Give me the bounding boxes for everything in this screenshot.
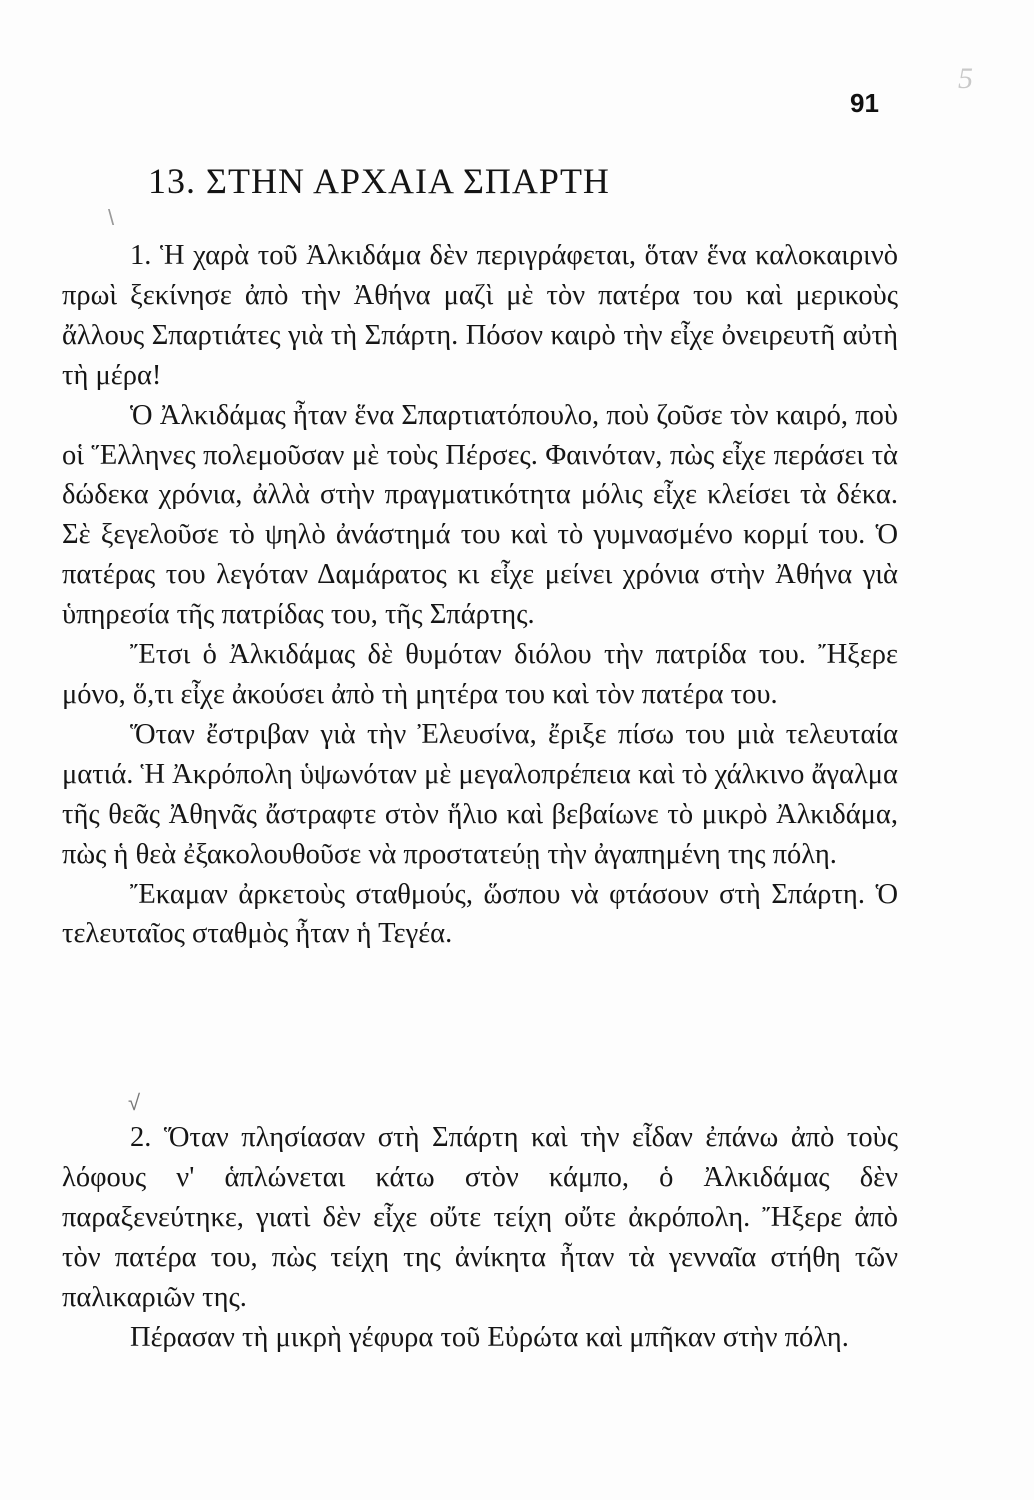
chapter-title: 13. ΣΤΗΝ ΑΡΧΑΙΑ ΣΠΑΡΤΗ: [148, 161, 610, 201]
paragraph: Ἔτσι ὁ Ἀλκιδάμας δὲ θυμόταν διόλου τὴν πατρίδα του. Ἤξερε μόνο, ὅ,τι εἶχε ἀκούσει ἀπὸ τὴ μητέρα του καὶ τὸν πατέρα του.: [62, 639, 898, 710]
pencil-check-mark: √: [128, 1090, 141, 1115]
paragraph: Πέρασαν τὴ μικρὴ γέφυρα τοῦ Εὐρώτα καὶ μπῆκαν στὴν πόλη.: [130, 1321, 849, 1353]
paragraph: 2. Ὅταν πλησίασαν στὴ Σπάρτη καὶ τὴν εἶδαν ἐπάνω ἀπὸ τοὺς λόφους ν' ἁπλώνεται κάτω στὸν κάμπο, ὁ Ἀλκιδάμας δὲν παραξενεύτηκε, γιατὶ δὲν εἶχε οὔτε τείχη οὔτε ἀκρόπολη. Ἤξερε ἀπὸ τὸν πατέρα του, πὼς τείχη της ἀνίκητα ἦταν τὰ γενναῖα στήθη τῶν παλικαριῶν της.: [62, 1122, 898, 1313]
paragraph: Ἔκαμαν ἀρκετοὺς σταθμούς, ὥσπου νὰ φτάσουν στὴ Σπάρτη. Ὁ τελευταῖος σταθμὸς ἦταν ἡ Τεγέα.: [62, 878, 898, 950]
paragraph: Ὅταν ἔστριβαν γιὰ τὴν Ἐλευσίνα, ἔριξε πίσω του μιὰ τελευταία ματιά. Ἡ Ἀκρόπολη ὑψωνόταν μὲ μεγαλοπρέπεια καὶ τὸ χάλκινο ἄγαλμα τῆς θεᾶς Ἀθηνᾶς ἄστραφτε στὸν ἥλιο καὶ βεβαίωνε τὸ μικρὸ Ἀλκιδάμα, πὼς ἡ θεὰ ἐξακολουθοῦσε νὰ προστατεύῃ τὴν ἀγαπημένη της πόλη.: [62, 718, 898, 870]
pencil-tick-mark: \: [108, 205, 115, 230]
page-number: 91: [850, 88, 879, 118]
section-1-text: [62, 236, 898, 954]
paragraph: 1. Ἡ χαρὰ τοῦ Ἀλκιδάμα δὲν περιγράφεται, ὅταν ἕνα καλοκαιρινὸ πρωὶ ξεκίνησε ἀπὸ τὴν Ἀθήνα μαζὶ μὲ τὸν πατέρα του καὶ μερικοὺς ἄλλους Σπαρτιάτες γιὰ τὴ Σπάρτη. Πόσον καιρὸ τὴν εἶχε ὀνειρευτῆ αὐτὴ τὴ μέρα!: [62, 240, 898, 391]
paragraph: Ὁ Ἀλκιδάμας ἦταν ἕνα Σπαρτιατόπουλο, ποὺ ζοῦσε τὸν καιρό, ποὺ οἱ Ἕλληνες πολεμοῦσαν μὲ τοὺς Πέρσες. Φαινόταν, πὼς εἶχε περάσει τὰ δώδεκα χρόνια, ἀλλὰ στὴν πραγματικότητα μόλις εἶχε κλείσει τὰ δέκα. Σὲ ξεγελοῦσε τὸ ψηλὸ ἀνάστημά του καὶ τὸ γυμνασμένο κορμί του. Ὁ πατέρας του λεγόταν Δαμάρατος κι εἶχε μείνει χρόνια στὴν Ἀθήνα γιὰ ὑπηρεσία τῆς πατρίδας του, τῆς Σπάρτης.: [62, 399, 898, 631]
pencil-corner-mark: 5: [958, 62, 973, 95]
section-2-text: [62, 1118, 898, 1357]
